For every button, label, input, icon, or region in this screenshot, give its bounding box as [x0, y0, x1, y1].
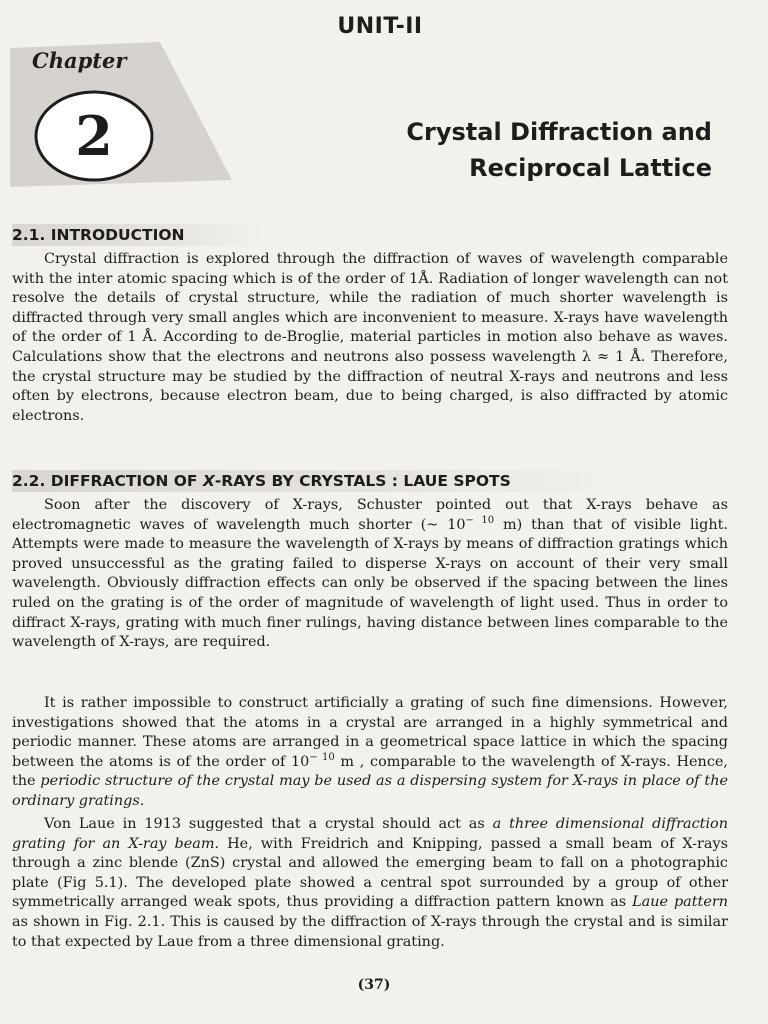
- paragraph-schuster: [12, 496, 728, 653]
- emphasis: a three dimensional diffraction grating for an X-ray beam.: [12, 816, 728, 852]
- text-run: Soon after the discovery of X-rays, Schuster pointed out that X-rays behave as electromagnetic waves of wavelength much shorter (~ 10: [12, 497, 728, 533]
- superscript: − 10: [465, 514, 495, 526]
- chapter-title: [292, 114, 712, 186]
- section-heading-introduction: 2.1. INTRODUCTION: [12, 224, 262, 246]
- paragraph-von-laue: [12, 815, 728, 952]
- chapter-badge: [10, 42, 240, 187]
- chapter-title-line-2: Reciprocal Lattice: [469, 154, 712, 182]
- superscript: − 10: [309, 751, 335, 763]
- text-run: m , comparable to the wavelength of X-rays. Hence, the: [12, 753, 728, 790]
- heading-x: X: [202, 472, 215, 490]
- text-run: as shown in Fig. 2.1. This is caused by the diffraction of X-rays through the crystal and is similar to that expected by Laue from a three dimensional grating.: [12, 913, 728, 950]
- text-run: m) than that of visible light. Attempts were made to measure the wavelength of X-rays by means of diffraction gratings which proved unsuccessful as the grating failed to disperse X-rays on account of their very small wavelength. Obviously diffraction effects can only be observed if the spacing between the lines ruled on the grating is of the order of magnitude of wavelength of light used. Thus in order to diffract X-rays, grating with much finer rulings, having distance between lines comparable to the wavelength of X-rays, are required.: [12, 516, 728, 651]
- section-heading-laue-spots: [12, 470, 622, 492]
- unit-label: UNIT-II: [337, 14, 423, 39]
- chapter-title-line-1: Crystal Diffraction and: [406, 118, 712, 146]
- chapter-number: 2: [75, 104, 113, 168]
- page-number: (37): [357, 977, 391, 993]
- chapter-word: Chapter: [32, 48, 127, 73]
- text-run: He, with Freidrich and Knipping, passed a small beam of X-rays through a zinc blende (ZnS) crystal and allowed the emerging beam to fall on a photographic plate (Fig 5.1). The developed plate showed a central spot surrounded by a group of other symmetrically arranged weak spots, thus providing a diffraction pattern known as: [12, 835, 728, 911]
- text-run: It is rather impossible to construct artificially a grating of such fine dimensions. However, investigations showed that the atoms in a crystal are arranged in a highly symmetrical and periodic manner. These atoms are arranged in a geometrical space lattice in which the spacing between the atoms is of the order of 10: [12, 695, 728, 770]
- paragraph-introduction: Crystal diffraction is explored through the diffraction of waves of wavelength comparable with the inter atomic spacing which is of the order of 1Å. Radiation of longer wavelength can not resolve the details of crystal structure, while the radiation of much shorter wavelength is diffracted through very small angles which are inconvenient to measure. X-rays have wavelength of the order of 1 Å. According to de-Broglie, material particles in motion also behave as waves. Calculations show that the electrons and neutrons also possess wavelength λ ≈ 1 Å. Therefore, the crystal structure may be studied by the diffraction of neutral X-rays and neutrons and less often by electrons, because electron beam, due to being charged, is also diffracted by atomic electrons.: [12, 251, 728, 424]
- emphasis: Laue pattern: [632, 894, 728, 911]
- paragraph-crystal-grating: [12, 694, 728, 812]
- text-run: Von Laue in 1913 suggested that a crystal should act as: [44, 816, 493, 832]
- emphasis: periodic structure of the crystal may be used as a dispersing system for X-rays in place of the ordinary gratings.: [12, 773, 728, 809]
- heading-part: 2.2. DIFFRACTION OF: [12, 472, 203, 490]
- heading-part: -RAYS BY CRYSTALS : LAUE SPOTS: [214, 472, 511, 490]
